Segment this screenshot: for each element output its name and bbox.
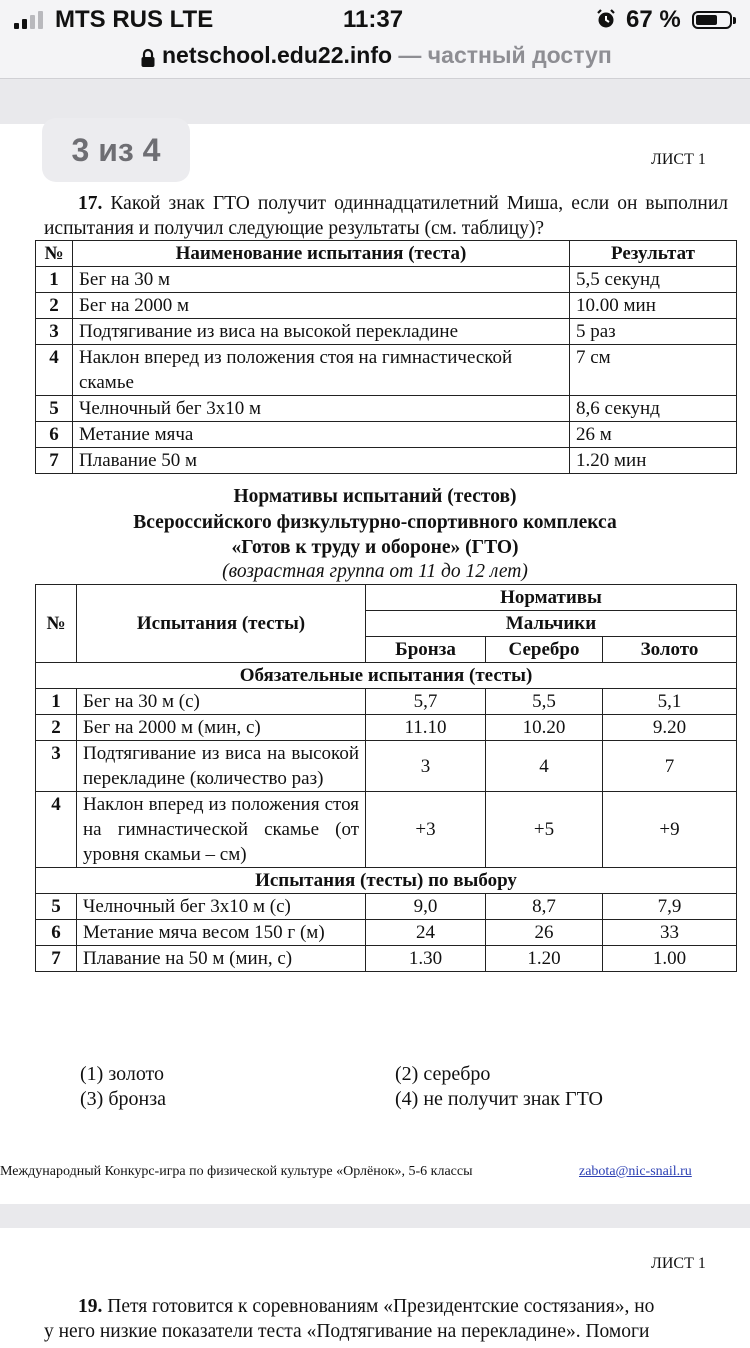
result-value: 7 см (570, 345, 737, 396)
table-row (36, 293, 737, 319)
test-name: Бег на 2000 м (мин, с) (77, 715, 366, 741)
signal-icon (14, 11, 43, 29)
page-footer (0, 1164, 692, 1180)
alarm-icon (596, 9, 616, 29)
row-number: 1 (36, 689, 77, 715)
bronze-value: 11.10 (366, 715, 486, 741)
gold-value: 9.20 (603, 715, 737, 741)
col-header-silver: Серебро (486, 637, 603, 663)
test-name: Наклон вперед из положения стоя на гимнастической скамье (от уровня скамьи – см) (77, 792, 366, 868)
question-19-line2: у него низкие показатели теста «Подтягивание на перекладине». Помоги (44, 1321, 650, 1342)
page-indicator: 3 из 4 (42, 118, 190, 182)
table-row (36, 946, 737, 972)
footer-email-link[interactable]: zabota@nic-snail.ru (579, 1164, 692, 1179)
test-name: Метание мяча (73, 422, 570, 448)
question-19 (44, 1294, 728, 1319)
gold-value: 7,9 (603, 894, 737, 920)
table-row (36, 689, 737, 715)
col-header-boys: Мальчики (366, 611, 737, 637)
gold-value: +9 (603, 792, 737, 868)
col-header-bronze: Бронза (366, 637, 486, 663)
table-row (36, 741, 737, 792)
test-name: Бег на 30 м (73, 267, 570, 293)
result-value: 5,5 секунд (570, 267, 737, 293)
row-number: 2 (36, 715, 77, 741)
silver-value: 10.20 (486, 715, 603, 741)
row-number: 3 (36, 741, 77, 792)
bronze-value: 5,7 (366, 689, 486, 715)
lock-icon (140, 48, 156, 68)
footer-text: Международный Конкурс-игра по физической культуре «Орлёнок», 5-6 классы (0, 1164, 473, 1179)
silver-value: 26 (486, 920, 603, 946)
col-header-test: Наименование испытания (теста) (73, 241, 570, 267)
gold-value: 1.00 (603, 946, 737, 972)
col-header-tests: Испытания (тесты) (77, 585, 366, 663)
battery-percent: 67 % (626, 6, 681, 33)
norms-title-1: Нормативы испытаний (тестов) (233, 486, 517, 507)
answer-option-1: (1) золото (80, 1063, 165, 1085)
test-name: Плавание на 50 м (мин, с) (77, 946, 366, 972)
table-row (36, 920, 737, 946)
bronze-value: +3 (366, 792, 486, 868)
test-name: Челночный бег 3х10 м (с) (77, 894, 366, 920)
table-row (36, 396, 737, 422)
bronze-value: 1.30 (366, 946, 486, 972)
row-number: 4 (36, 345, 73, 396)
table-row (36, 345, 737, 396)
test-name: Бег на 2000 м (73, 293, 570, 319)
silver-value: +5 (486, 792, 603, 868)
row-number: 5 (36, 396, 73, 422)
row-number: 3 (36, 319, 73, 345)
test-name: Наклон вперед из положения стоя на гимнастической скамье (73, 345, 570, 396)
norms-subtitle: (возрастная группа от 11 до 12 лет) (222, 561, 528, 582)
carrier-label: MTS RUS LTE (55, 6, 214, 33)
row-number: 7 (36, 448, 73, 474)
row-number: 1 (36, 267, 73, 293)
norms-title-2: Всероссийского физкультурно-спортивного комплекса (133, 512, 617, 533)
table-row (36, 267, 737, 293)
gold-value: 33 (603, 920, 737, 946)
row-number: 2 (36, 293, 73, 319)
section-required-title: Обязательные испытания (тесты) (36, 663, 737, 689)
row-number: 7 (36, 946, 77, 972)
table-row (36, 319, 737, 345)
gold-value: 7 (603, 741, 737, 792)
bronze-value: 24 (366, 920, 486, 946)
bronze-value: 9,0 (366, 894, 486, 920)
silver-value: 8,7 (486, 894, 603, 920)
col-header-num: № (36, 241, 73, 267)
row-number: 5 (36, 894, 77, 920)
table-header-row (36, 585, 737, 611)
bronze-value: 3 (366, 741, 486, 792)
answer-option-4: (4) не получит знак ГТО (395, 1088, 603, 1110)
results-table (35, 240, 737, 474)
row-number: 6 (36, 422, 73, 448)
col-header-norms: Нормативы (366, 585, 737, 611)
norms-table (35, 584, 737, 972)
col-header-result: Результат (570, 241, 737, 267)
norms-title-3: «Готов к труду и обороне» (ГТО) (231, 537, 519, 558)
silver-value: 5,5 (486, 689, 603, 715)
row-number: 4 (36, 792, 77, 868)
question-text-line1: Петя готовится к соревнованиям «Президентские состязания», но (102, 1296, 655, 1317)
table-row (36, 715, 737, 741)
table-row (36, 792, 737, 868)
test-name: Подтягивание из виса на высокой перекладине (73, 319, 570, 345)
table-row (36, 894, 737, 920)
url-domain: netschool.edu22.info (162, 42, 393, 68)
test-name: Метание мяча весом 150 г (м) (77, 920, 366, 946)
table-header-row (36, 241, 737, 267)
gold-value: 5,1 (603, 689, 737, 715)
result-value: 26 м (570, 422, 737, 448)
result-value: 8,6 секунд (570, 396, 737, 422)
answer-option-3: (3) бронза (80, 1088, 166, 1110)
test-name: Плавание 50 м (73, 448, 570, 474)
test-name: Челночный бег 3х10 м (73, 396, 570, 422)
table-row (36, 448, 737, 474)
url-text[interactable] (162, 42, 612, 69)
section-optional-title: Испытания (тесты) по выбору (36, 868, 737, 894)
sheet-label: ЛИСТ 1 (651, 151, 706, 168)
row-number: 6 (36, 920, 77, 946)
sheet-label-next: ЛИСТ 1 (651, 1255, 706, 1272)
status-bar (0, 0, 750, 40)
result-value: 10.00 мин (570, 293, 737, 319)
question-number: 17. (78, 193, 103, 214)
silver-value: 1.20 (486, 946, 603, 972)
test-name: Бег на 30 м (с) (77, 689, 366, 715)
question-number: 19. (78, 1296, 103, 1317)
table-row (36, 422, 737, 448)
result-value: 5 раз (570, 319, 737, 345)
url-suffix: — частный доступ (392, 42, 612, 68)
answer-option-2: (2) серебро (395, 1063, 491, 1085)
section-row (36, 868, 737, 894)
question-text: Какой знак ГТО получит одиннадцатилетний Миша, если он выполнил испытания и получил следующие результаты (см. таблицу)? (44, 193, 728, 239)
battery-icon (692, 11, 732, 29)
section-row (36, 663, 737, 689)
question-17 (44, 191, 728, 241)
col-header-gold: Золото (603, 637, 737, 663)
result-value: 1.20 мин (570, 448, 737, 474)
silver-value: 4 (486, 741, 603, 792)
test-name: Подтягивание из виса на высокой перекладине (количество раз) (77, 741, 366, 792)
col-header-num: № (36, 585, 77, 663)
clock: 11:37 (343, 6, 404, 33)
address-bar[interactable] (0, 40, 750, 79)
